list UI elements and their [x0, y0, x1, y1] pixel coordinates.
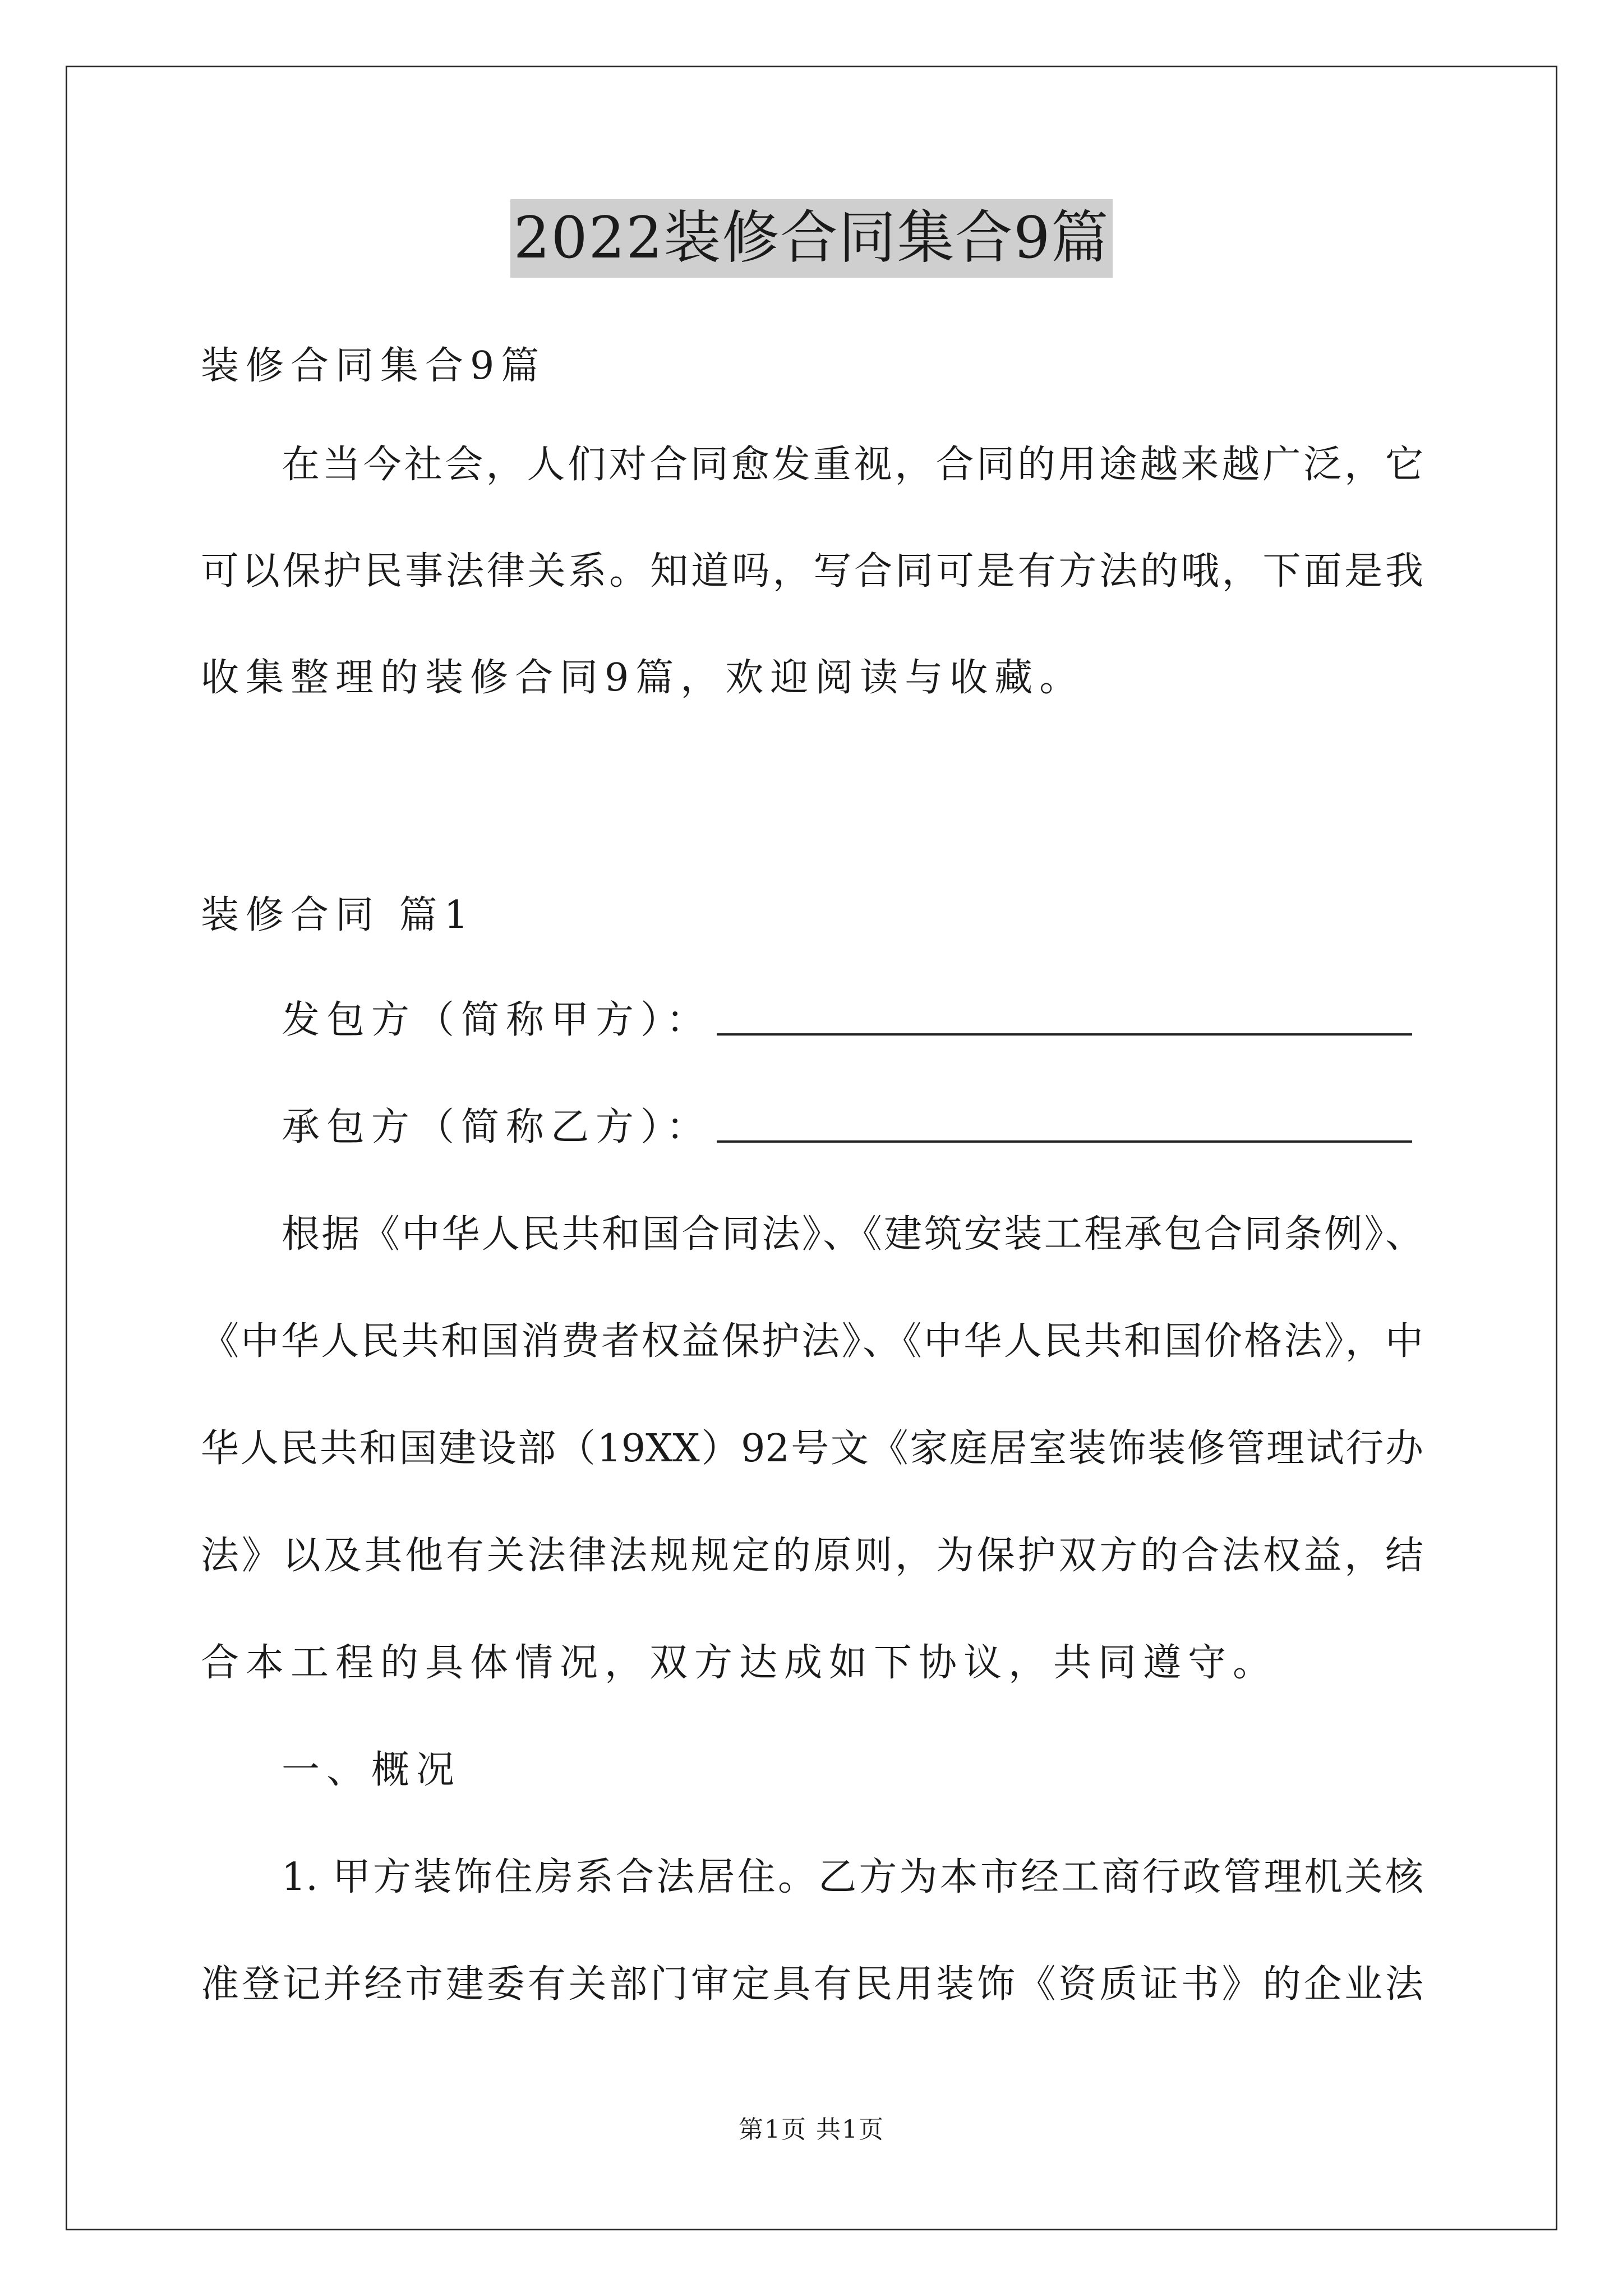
- party-b-label: 承包方（简称乙方）：: [282, 1105, 712, 1149]
- party-a-row: [282, 995, 1504, 1046]
- document-title-text: 2022装修合同集合9篇: [510, 199, 1113, 278]
- clause-1-line-2: 准登记并经市建委有关部门审定具有民用装饰《资质证书》的企业法: [201, 1962, 1423, 2007]
- basis-line-5: 合本工程的具体情况，双方达成如下协议，共同遵守。: [201, 1641, 1278, 1685]
- document-subtitle: 装修合同集合9篇: [201, 344, 546, 388]
- basis-line-4: 法》以及其他有关法律法规规定的原则，为保护双方的合法权益，结: [201, 1534, 1423, 1578]
- intro-line-1: 在当今社会，人们对合同愈发重视，合同的用途越来越广泛，它: [282, 443, 1423, 487]
- chapter-heading: 一、概况: [282, 1748, 462, 1792]
- party-b-row: [282, 1102, 1504, 1153]
- basis-line-2: 《中华人民共和国消费者权益保护法》、《中华人民共和国价格法》，中: [201, 1319, 1423, 1364]
- party-a-label: 发包方（简称甲方）：: [282, 998, 712, 1042]
- party-a-blank[interactable]: [717, 1033, 1412, 1036]
- page-footer: 第1页 共1页: [739, 2115, 884, 2144]
- section-heading: 装修合同 篇1: [201, 893, 475, 937]
- basis-line-3: 华人民共和国建设部（19XX）92号文《家庭居室装饰装修管理试行办: [201, 1427, 1423, 1471]
- intro-line-3: 收集整理的装修合同9篇，欢迎阅读与收藏。: [201, 656, 1085, 700]
- intro-line-2: 可以保护民事法律关系。知道吗，写合同可是有方法的哦，下面是我: [201, 549, 1423, 593]
- clause-1-line-1: 1. 甲方装饰住房系合法居住。乙方为本市经工商行政管理机关核: [282, 1855, 1423, 1899]
- basis-line-1: 根据《中华人民共和国合同法》、《建筑安装工程承包合同条例》、: [282, 1212, 1423, 1257]
- document-title: [0, 199, 1623, 278]
- party-b-blank[interactable]: [717, 1140, 1412, 1143]
